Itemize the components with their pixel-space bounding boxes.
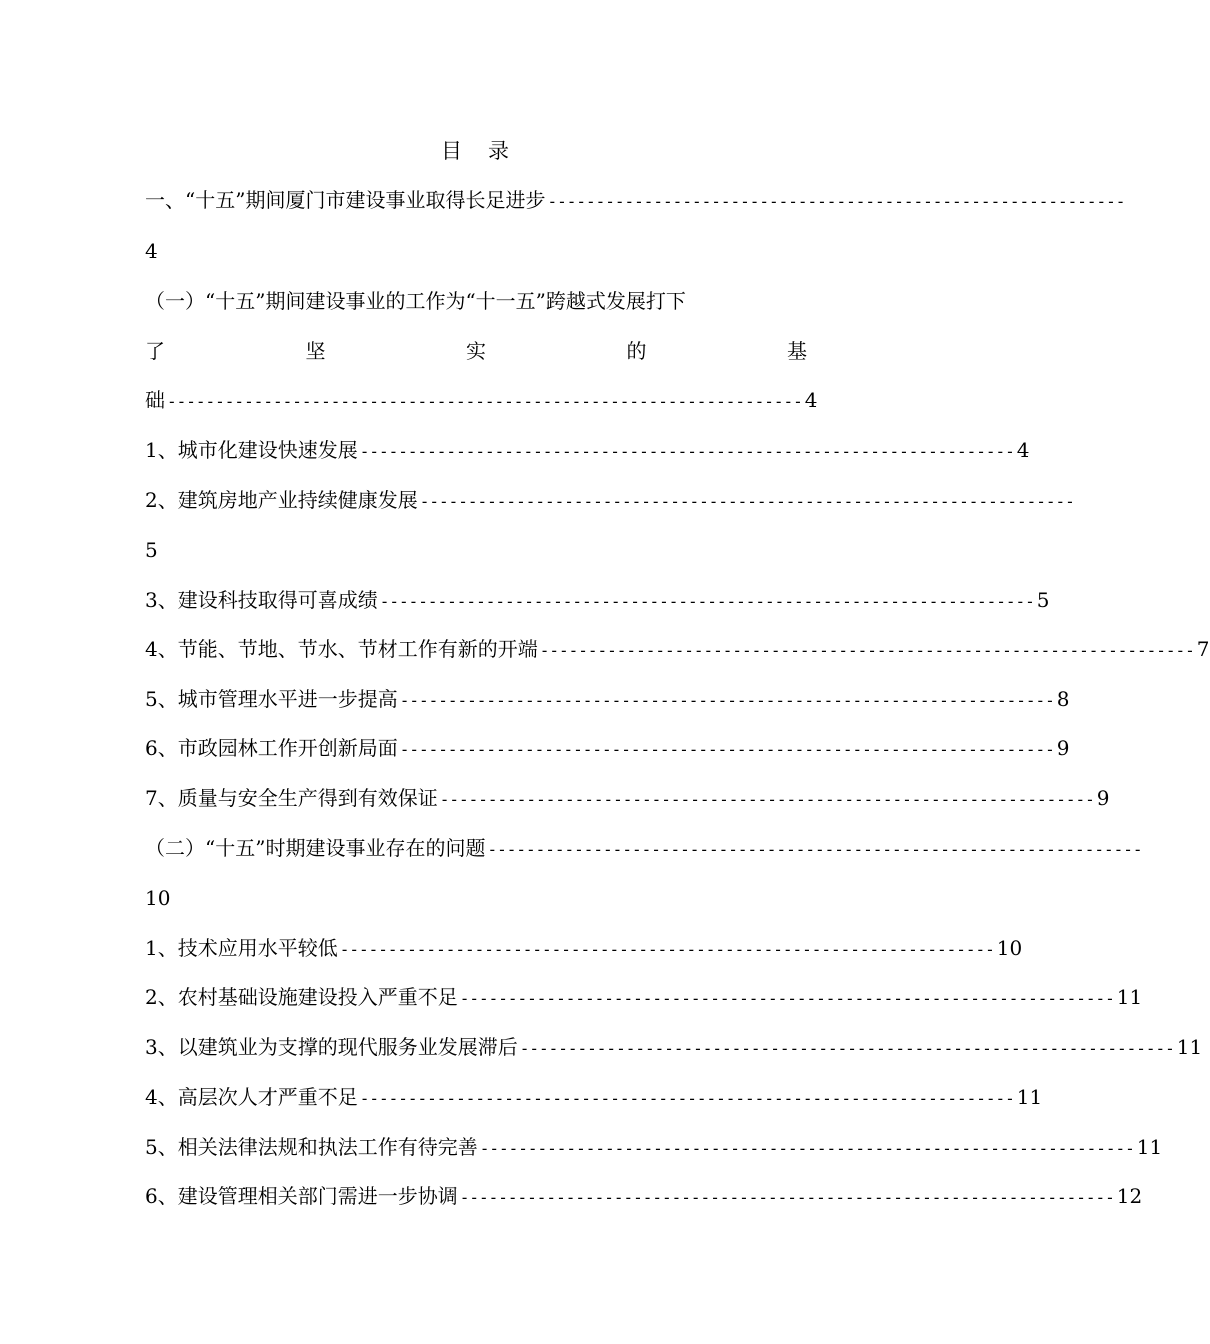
toc-entry-page: 11 (1116, 985, 1143, 1009)
toc-spread-char: 了 (145, 339, 165, 363)
toc-entry-page: 4 (804, 388, 818, 412)
dot-leader: -------------------------------------------------------------------- (379, 592, 1035, 611)
toc-entry-16[interactable] (145, 1181, 1143, 1211)
toc-entry-text: 1、城市化建设快速发展 (145, 438, 358, 462)
toc-entry-page: 11 (1016, 1085, 1043, 1109)
toc-entry-text: 5、相关法律法规和执法工作有待完善 (145, 1135, 478, 1159)
dot-leader: -------------------------------------------------------------------- (539, 641, 1195, 660)
toc-entry-page: 12 (1116, 1184, 1143, 1208)
toc-entry-15[interactable] (145, 1132, 1163, 1162)
toc-entry-text: 4、节能、节地、节水、节材工作有新的开端 (145, 637, 538, 661)
dot-leader: ------------------------------------------------------------------ (167, 392, 803, 411)
dot-leader: -------------------------------------------------------------------- (399, 691, 1055, 710)
toc-entry-text: 5、城市管理水平进一步提高 (145, 687, 398, 711)
toc-entry-text: 2、建筑房地产业持续健康发展 (145, 488, 418, 512)
toc-entry-text: 一、“十五”期间厦门市建设事业取得长足进步 (145, 188, 546, 212)
toc-entry-text: 7、质量与安全生产得到有效保证 (145, 786, 438, 810)
dot-leader: -------------------------------------------------------------------- (459, 1188, 1115, 1207)
dot-leader: -------------------------------------------------------------------- (519, 1039, 1175, 1058)
dot-leader: -------------------------------------------------------------------- (419, 492, 1075, 511)
toc-title-char-2: 录 (488, 139, 509, 163)
dot-leader: -------------------------------------------------------------------- (459, 989, 1115, 1008)
toc-entry-1-page-line (145, 236, 807, 266)
toc-entry-text: 3、以建筑业为支撑的现代服务业发展滞后 (145, 1035, 518, 1059)
toc-entry-7[interactable] (145, 684, 1070, 714)
toc-entry-11[interactable] (145, 933, 1023, 963)
toc-title-char-1: 目 (441, 139, 462, 163)
toc-entry-page: 11 (1176, 1035, 1203, 1059)
toc-entry-10[interactable] (145, 833, 1143, 863)
dot-leader: -------------------------------------------------------------------- (439, 790, 1095, 809)
toc-spread-char: 实 (466, 339, 486, 363)
toc-entry-page: 11 (1136, 1135, 1163, 1159)
toc-title (0, 136, 950, 166)
toc-entry-4-page-line (145, 535, 807, 565)
toc-entry-14[interactable] (145, 1082, 1043, 1112)
toc-entry-12[interactable] (145, 982, 1143, 1012)
toc-entry-text: 3、建设科技取得可喜成绩 (145, 588, 378, 612)
toc-entry-page: 5 (145, 538, 158, 562)
toc-entry-5[interactable] (145, 585, 1050, 615)
toc-entry-page: 9 (1096, 786, 1110, 810)
toc-entry-9[interactable] (145, 783, 1110, 813)
toc-entry-page: 10 (996, 936, 1023, 960)
dot-leader: ------------------------------------------------------------ (547, 192, 1126, 211)
toc-entry-text: 4、高层次人才严重不足 (145, 1085, 358, 1109)
toc-entry-10-page-line (145, 883, 807, 913)
toc-entry-13[interactable] (145, 1032, 1203, 1062)
toc-entry-page: 7 (1196, 637, 1210, 661)
toc-entry-page: 10 (145, 886, 171, 910)
toc-entry-text: （一）“十五”期间建设事业的工作为“十一五”跨越式发展打下 (145, 289, 686, 313)
toc-spread-char: 坚 (305, 339, 326, 363)
toc-entry-page: 9 (1056, 736, 1070, 760)
dot-leader: -------------------------------------------------------------------- (399, 740, 1055, 759)
dot-leader: -------------------------------------------------------------------- (339, 940, 995, 959)
toc-entry-page: 4 (145, 239, 158, 263)
toc-entry-6[interactable] (145, 634, 1210, 664)
toc-entry-2-line-2 (145, 336, 807, 366)
toc-entry-2[interactable] (145, 286, 807, 316)
toc-entry-text: 础 (145, 388, 165, 412)
toc-spread-char: 的 (626, 339, 647, 363)
toc-entry-text: 6、建设管理相关部门需进一步协调 (145, 1184, 458, 1208)
dot-leader: -------------------------------------------------------------------- (359, 442, 1015, 461)
toc-entry-2-line-3 (145, 385, 818, 415)
toc-entry-8[interactable] (145, 733, 1070, 763)
toc-entry-text: 1、技术应用水平较低 (145, 936, 338, 960)
toc-entry-page: 5 (1036, 588, 1050, 612)
toc-entry-1[interactable] (145, 185, 1126, 215)
toc-spread-char: 基 (787, 339, 807, 363)
dot-leader: -------------------------------------------------------------------- (479, 1139, 1135, 1158)
toc-entry-text: 6、市政园林工作开创新局面 (145, 736, 398, 760)
toc-entry-page: 8 (1056, 687, 1070, 711)
toc-entry-3[interactable] (145, 435, 1030, 465)
toc-entry-page: 4 (1016, 438, 1030, 462)
toc-entry-4[interactable] (145, 485, 1075, 515)
toc-entry-text: 2、农村基础设施建设投入严重不足 (145, 985, 458, 1009)
dot-leader: -------------------------------------------------------------------- (359, 1089, 1015, 1108)
dot-leader: -------------------------------------------------------------------- (487, 840, 1143, 859)
toc-entry-text: （二）“十五”时期建设事业存在的问题 (145, 836, 486, 860)
